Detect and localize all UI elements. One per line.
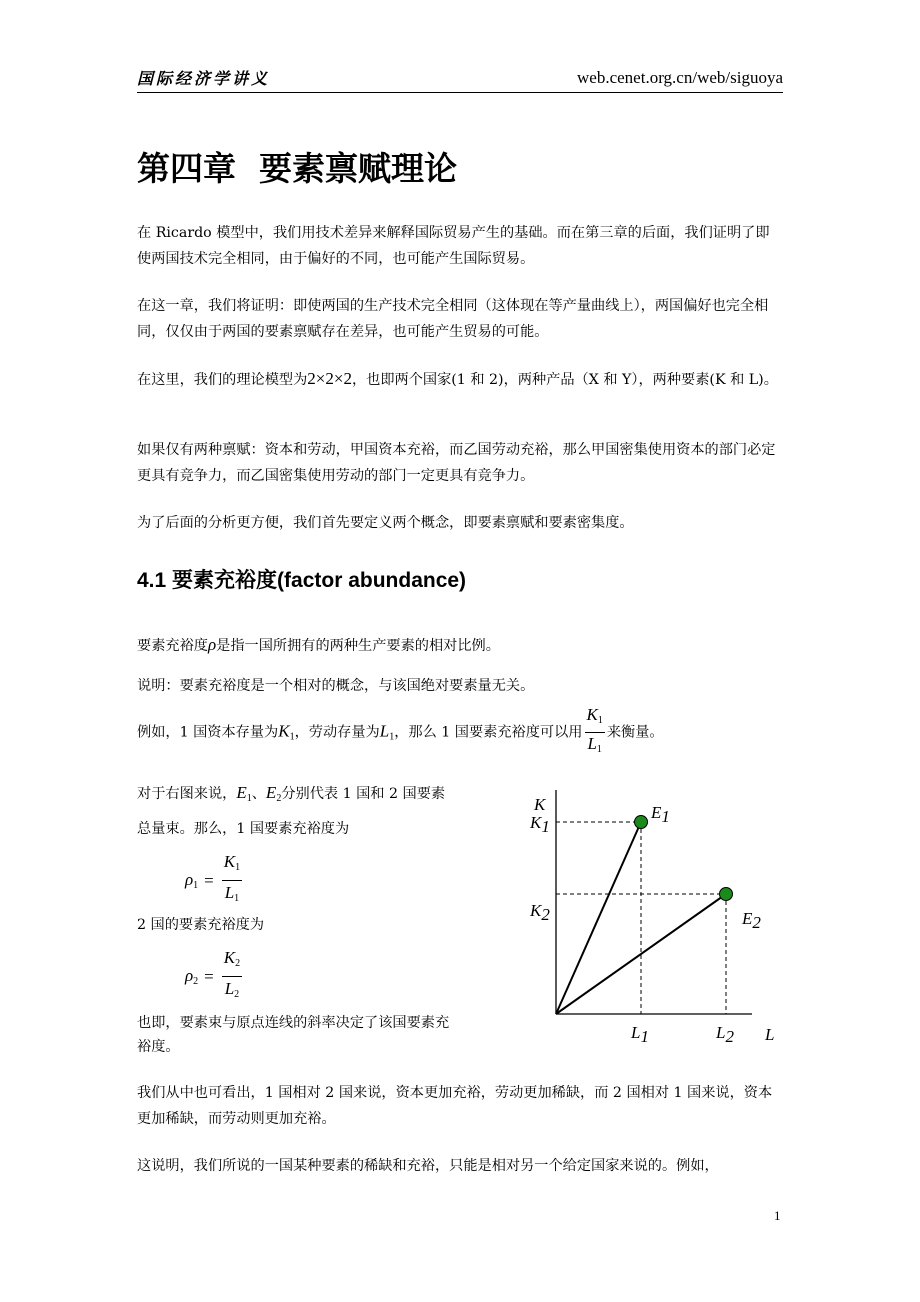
left-col-line-5: 裕度。 [137,1039,180,1055]
axis-label-l: L [765,1025,775,1044]
left-col-line-4: 也即，要素束与原点连线的斜率决定了该国要素充 [137,1015,450,1031]
paragraph-5: 为了后面的分析更方便，我们首先要定义两个概念，即要素禀赋和要素密集度。 [137,515,634,531]
paragraph-3 [137,366,783,393]
equation-rho1: $\rho_1$ = $\frac{K_1}{L_1}$ [185,852,241,904]
header-url: web.cenet.org.cn/web/siguoya [577,68,783,87]
tick-label-l2: L2 [716,1023,734,1046]
header-title: 国际经济学讲义 [137,69,271,88]
paragraph-7: 这说明，我们所说的一国某种要素的稀缺和充裕，只能是相对另一个给定国家来说的。例如， [137,1158,719,1174]
p3-text-b: ，也即两个国家(1 和 2)，两种产品（X 和 Y），两种要素(K 和 L)。 [351,372,778,388]
point-e2 [720,888,733,901]
axis-label-k: K [534,795,546,814]
tick-label-k2: K2 [530,901,550,924]
tick-label-l1: L1 [631,1023,649,1046]
header-rule [137,92,783,93]
equation-rho2: $\rho_2$ = $\frac{K_2}{L_2}$ [185,948,241,1000]
p3-math: 2×2×2 [307,369,352,388]
rho-symbol: ρ [207,635,217,654]
figure-points [529,803,761,1046]
chapter-title: 第四章 要素禀赋理论 [137,149,457,188]
label-e2: E2 [742,909,761,932]
tick-label-k1: K1 [530,813,550,836]
left-col-line-3: 2 国的要素充裕度为 [137,917,265,933]
definition: 要素充裕度ρ是指一国所拥有的两种生产要素的相对比例。 [137,635,500,654]
fraction-k1-l1: $\frac{K_1}{L_1}$ [586,705,603,755]
p3-text-a: 在这里，我们的理论模型为 [137,372,308,388]
page-number: 1 [774,1208,781,1223]
point-e1 [635,816,648,829]
note: 说明：要素充裕度是一个相对的概念，与该国绝对要素量无关。 [137,678,535,694]
left-col-line-1: 对于右图来说，$E_1$、$E_2$分别代表 1 国和 2 国要素 [137,783,446,804]
paragraph-4: 如果仅有两种禀赋：资本和劳动，甲国资本充裕，而乙国劳动充裕，那么甲国密集使用资本的部门必定更具有竞争力，而乙国密集使用劳动的部门一定更具有竞争力。 [137,442,776,484]
paragraph-6: 我们从中也可看出，1 国相对 2 国来说，资本更加充裕，劳动更加稀缺，而 2 国相对 1 国来说，资本更加稀缺，而劳动则更加充裕。 [137,1085,773,1127]
paragraph-1: 在 Ricardo 模型中，我们用技术差异来解释国际贸易产生的基础。而在第三章的后面，我们证明了即使两国技术完全相同，由于偏好的不同，也可能产生国际贸易。 [137,225,770,267]
section-heading: 4.1 要素充裕度(factor abundance) [137,569,467,592]
paragraph-2: 在这一章，我们将证明：即使两国的生产技术完全相同（这体现在等产量曲线上），两国偏好也完全相同，仅仅由于两国的要素禀赋存在差异，也可能产生贸易的可能。 [137,298,769,340]
factor-endowment-figure [520,780,790,1070]
label-e1: E1 [651,803,670,826]
example: 例如，1 国资本存量为$K_1$，劳动存量为$L_1$，那么 1 国要素充裕度可以用 $\frac{K_1}{L_1}$ 来衡量。 [137,704,783,761]
left-col-line-2: 总量束。那么，1 国要素充裕度为 [137,821,350,837]
